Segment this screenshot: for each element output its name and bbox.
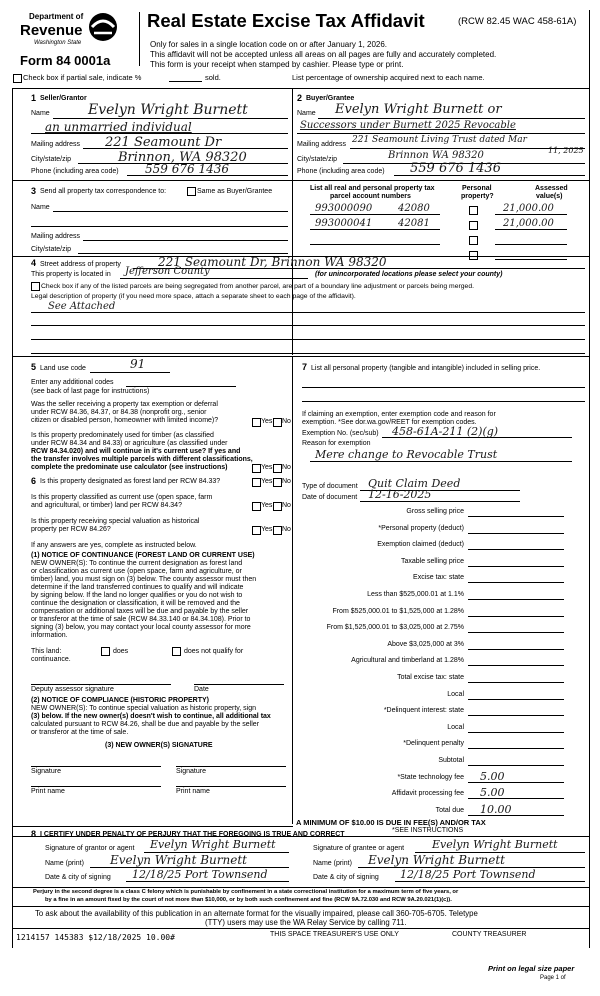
grantor-print-name[interactable]: Evelyn Wright Burnett	[110, 853, 247, 867]
tax-row-label: Taxable selling price	[400, 558, 464, 565]
tax-row-value[interactable]: 10.00	[480, 803, 512, 816]
same-as-buyer-checkbox[interactable]	[187, 187, 196, 196]
tax-row-label: *Delinquent interest: state	[383, 707, 464, 714]
personal-property-checkbox[interactable]	[469, 236, 478, 245]
same-as-buyer-label: Same as Buyer/Grantee	[197, 188, 273, 195]
grantor-signature[interactable]: Evelyn Wright Burnett	[150, 838, 276, 851]
grantor-date-city[interactable]: 12/18/25 Port Townsend	[132, 868, 268, 881]
parcel-extra: 42080	[398, 203, 430, 214]
tax-row-label: Subtotal	[438, 757, 464, 764]
q-current-use-no-checkbox[interactable]	[273, 502, 282, 511]
tax-row-label: From $525,000.01 to $1,525,000 at 1.28%	[332, 608, 464, 615]
tax-row-label: Agricultural and timberland at 1.28%	[351, 657, 464, 664]
seller-heading: Seller/Grantor	[40, 95, 87, 102]
grantee-print-name[interactable]: Evelyn Wright Burnett	[368, 853, 505, 867]
parcel-extra: 42081	[398, 218, 430, 229]
tax-row-value[interactable]: 5.00	[480, 770, 505, 783]
tax-row-label: Less than $525,000.01 at 1.1%	[367, 591, 464, 598]
buyer-city-extra: 11, 2025	[548, 146, 584, 155]
dept-name: Revenue	[20, 22, 83, 39]
q-historic-no-checkbox[interactable]	[273, 526, 282, 535]
q2-no-checkbox[interactable]	[273, 464, 282, 473]
tax-row-label: Local	[447, 691, 464, 698]
seller-city[interactable]: Brinnon, WA 98320	[118, 150, 247, 165]
parcel-number[interactable]: 993000090	[315, 203, 373, 214]
seller-phone[interactable]: 559 676 1436	[145, 162, 229, 176]
tax-row-label: *Personal property (deduct)	[378, 525, 464, 532]
tax-row-value[interactable]: 5.00	[480, 786, 505, 799]
personal-property-checkbox[interactable]	[469, 206, 478, 215]
tax-row-label: From $1,525,000.01 to $3,025,000 at 2.75%	[326, 624, 464, 631]
perjury-notice-1: Perjury in the second degree is a class C felony which is punishable by confinement in a state correctional institution for a maximum term of five years, or	[33, 889, 459, 895]
assessed-value[interactable]: 21,000.00	[503, 218, 554, 229]
perjury-notice-2: by a fine in an amount fixed by the court of not more than $10,000, or by both such confinement and fine (RCW 9A.72.030 and RCW 9A.20.021(1)(c)).	[45, 897, 452, 903]
alt-format-notice-1: To ask about the availability of this publication in an alternate format for the visually impaired, please call 360-705-6705. Teletype	[35, 909, 478, 918]
buyer-heading: Buyer/Grantee	[306, 95, 355, 102]
tax-row-label: Total due	[435, 807, 464, 814]
tax-row-label: Gross selling price	[406, 508, 464, 515]
land-use-code[interactable]: 91	[130, 357, 146, 371]
partial-sale-suffix: sold.	[205, 73, 221, 82]
dept-state: Washington State	[34, 40, 82, 46]
buyer-mailing[interactable]: 221 Seamount Living Trust dated Mar	[352, 135, 527, 145]
instruction-1: Only for sales in a single location code on or after January 1, 2026.	[150, 40, 388, 49]
q-forest-yes-checkbox[interactable]	[252, 478, 261, 487]
alt-format-notice-2: (TTY) users may use the WA Relay Service by calling 711.	[205, 918, 407, 927]
q-historic-yes-checkbox[interactable]	[252, 526, 261, 535]
q2-yes-checkbox[interactable]	[252, 464, 261, 473]
buyer-city[interactable]: Brinnon WA 98320	[388, 150, 484, 161]
ownership-note: List percentage of ownership acquired next to each name.	[292, 73, 485, 82]
property-county[interactable]: Jefferson County	[125, 266, 210, 277]
personal-property-checkbox[interactable]	[469, 221, 478, 230]
tax-row-label: *State technology fee	[397, 774, 464, 781]
q1-no-checkbox[interactable]	[273, 418, 282, 427]
buyer-phone[interactable]: 559 676 1436	[410, 161, 501, 176]
instruction-2: This affidavit will not be accepted unless all areas on all pages are fully and accurately completed.	[150, 50, 497, 59]
form-title: Real Estate Excise Tax Affidavit	[147, 10, 425, 31]
seller-name[interactable]: Evelyn Wright Burnett	[88, 102, 248, 118]
seller-name-line2[interactable]: an unmarried individual	[45, 120, 192, 134]
q-current-use-yes-checkbox[interactable]	[252, 502, 261, 511]
dor-logo-icon	[82, 12, 124, 42]
correspondence-heading: Send all property tax correspondence to:	[40, 188, 167, 195]
seller-mailing[interactable]: 221 Seamount Dr	[105, 135, 222, 150]
parcel-number[interactable]: 993000041	[315, 218, 373, 229]
document-type[interactable]: Quit Claim Deed	[368, 477, 461, 490]
form-statute: (RCW 82.45 WAC 458-61A)	[458, 16, 577, 27]
tax-row-label: Excise tax: state	[413, 574, 464, 581]
tax-row-label: Above $3,025,000 at 3%	[387, 641, 464, 648]
tax-row-label: Affidavit processing fee	[391, 790, 464, 797]
tax-row-label: *Delinquent penalty	[403, 740, 464, 747]
q1-yes-checkbox[interactable]	[252, 418, 261, 427]
minimum-due-note: A MINIMUM OF $10.00 IS DUE IN FEE(S) AND/OR TAX	[296, 818, 486, 827]
partial-sale-label: Check box if partial sale, indicate %	[23, 73, 142, 82]
land-does-checkbox[interactable]	[101, 647, 110, 656]
exemption-reason[interactable]: Mere change to Revocable Trust	[315, 448, 498, 461]
grantee-signature[interactable]: Evelyn Wright Burnett	[432, 838, 558, 851]
buyer-name-line2[interactable]: Successors under Burnett 2025 Revocable	[300, 120, 516, 131]
cashier-receipt-stamp: 1214157 145383 $12/18/2025 10.00#	[16, 933, 175, 942]
property-street-address[interactable]: 221 Seamount Dr, Brinnon WA 98320	[158, 255, 387, 269]
assessed-value[interactable]: 21,000.00	[503, 203, 554, 214]
partial-sale-checkbox[interactable]	[13, 74, 22, 83]
tax-row-label: Exemption claimed (deduct)	[377, 541, 464, 548]
instruction-3: This form is your receipt when stamped by cashier. Please type or print.	[150, 60, 404, 69]
legal-description[interactable]: See Attached	[48, 301, 116, 312]
exemption-number[interactable]: 458-61A-211 (2)(g)	[392, 425, 499, 438]
buyer-name[interactable]: Evelyn Wright Burnett or	[335, 102, 502, 117]
land-does-not-checkbox[interactable]	[172, 647, 181, 656]
q-forest-no-checkbox[interactable]	[273, 478, 282, 487]
form-number: Form 84 0001a	[20, 53, 111, 68]
segregated-checkbox[interactable]	[31, 282, 40, 291]
document-date[interactable]: 12-16-2025	[368, 488, 432, 501]
dept-label: Department of	[29, 12, 84, 21]
tax-row-label: Total excise tax: state	[397, 674, 464, 681]
tax-row-label: Local	[447, 724, 464, 731]
grantee-date-city[interactable]: 12/18/25 Port Townsend	[400, 868, 536, 881]
